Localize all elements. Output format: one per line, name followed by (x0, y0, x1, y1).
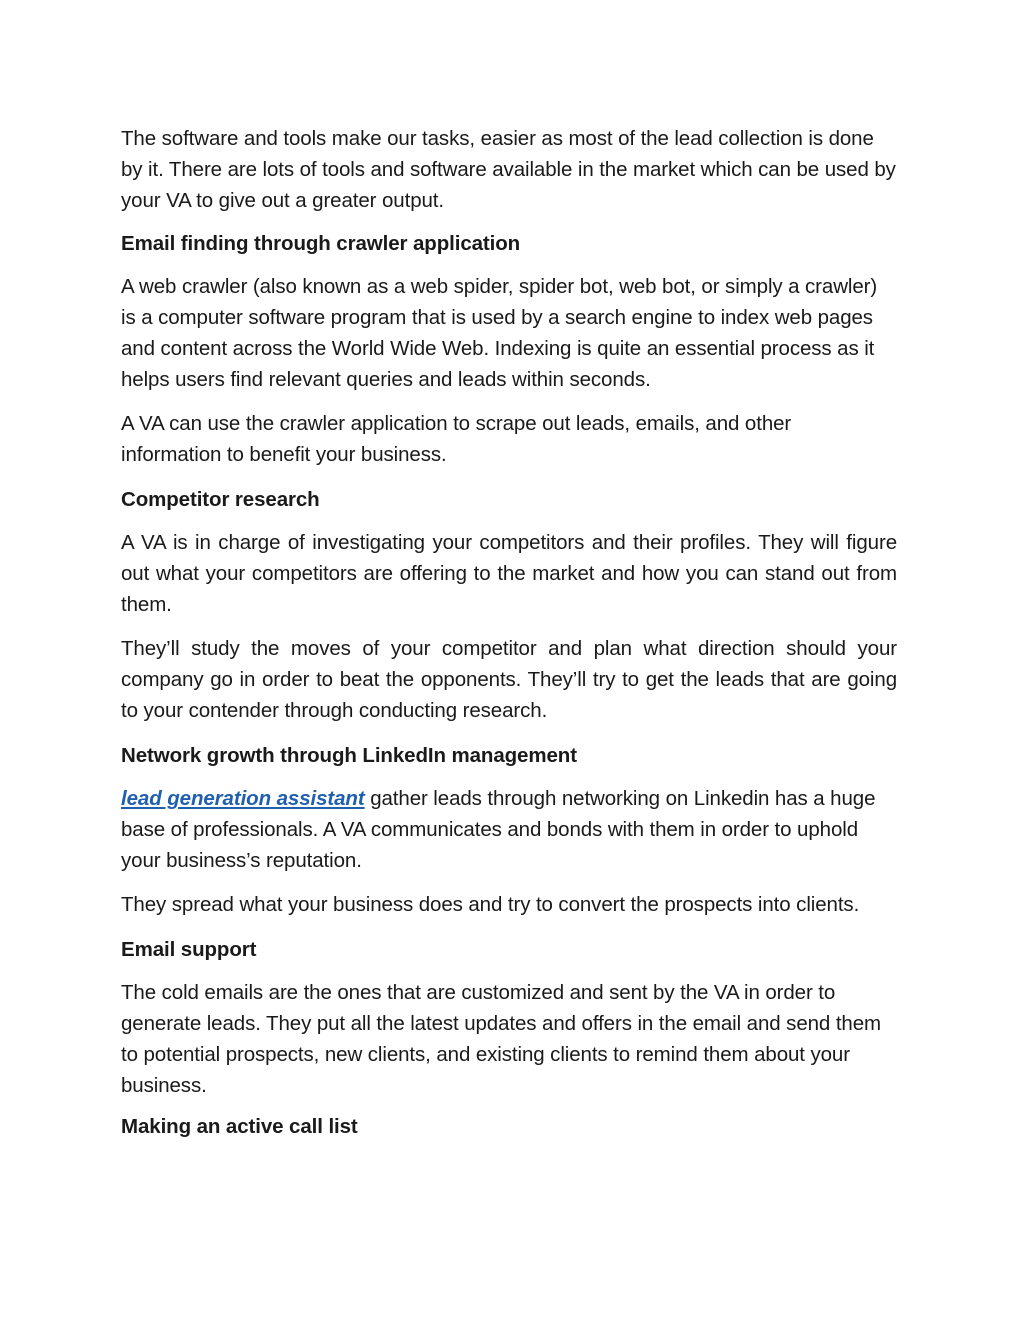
spread-business-paragraph: They spread what your business does and try to convert the prospects into clients. (121, 893, 860, 916)
competitor-paragraph-1: A VA is in charge of investigating your competitors and their profiles. They will figure out what your competitors are offering to the market and how you can stand out from them. (121, 531, 897, 616)
lead-generation-assistant-link[interactable]: lead generation assistant (121, 787, 365, 810)
cold-emails-paragraph: The cold emails are the ones that are customized and sent by the VA in order to generate leads. They put all the latest updates and offers in the email and send them to potential prospects, new clients, and existing clients to remind them about your business. (121, 981, 882, 1097)
heading-call-list: Making an active call list (121, 1115, 358, 1138)
linkedin-paragraph-text: gather leads through networking on Linkedin has a huge base of professionals. A VA communicates and bonds with them in order to uphold your business’s reputation. (121, 787, 876, 872)
intro-paragraph: The software and tools make our tasks, easier as most of the lead collection is done by it. There are lots of tools and software available in the market which can be used by your VA to give out a greater output. (121, 127, 896, 212)
heading-email-support: Email support (121, 938, 257, 961)
linkedin-paragraph (121, 783, 897, 876)
heading-email-finding: Email finding through crawler application (121, 232, 521, 255)
heading-network-growth: Network growth through LinkedIn management (121, 744, 577, 767)
web-crawler-paragraph: A web crawler (also known as a web spider, spider bot, web bot, or simply a crawler) is a computer software program that is used by a search engine to index web pages and content across the World Wide Web. Indexing is quite an essential process as it helps users find relevant queries and leads within seconds. (121, 275, 878, 391)
heading-competitor-research: Competitor research (121, 488, 320, 511)
crawler-use-paragraph: A VA can use the crawler application to scrape out leads, emails, and other information to benefit your business. (121, 412, 792, 466)
document-body (121, 123, 897, 1154)
competitor-paragraph-2: They’ll study the moves of your competitor and plan what direction should your company go in order to beat the opponents. They’ll try to get the leads that are going to your contender through conducting research. (121, 637, 897, 722)
